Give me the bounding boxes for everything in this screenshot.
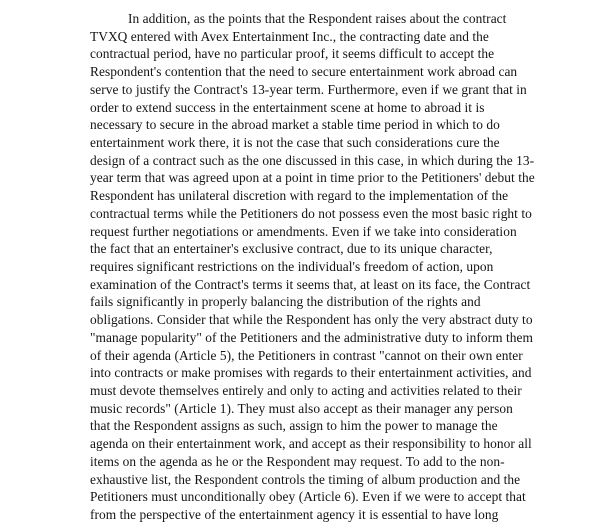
paragraph-line: order to extend success in the entertainment scene at home to abroad it is [90,99,485,115]
paragraph-line: the fact that an entertainer's exclusive contract, due to its unique character, [90,241,493,257]
paragraph-line: items on the agenda as he or the Respondent may request. To add to the non- [90,453,505,469]
paragraph-line: exhaustive list, the Respondent controls the timing of album production and the [90,471,521,487]
paragraph-line: of their agenda (Article 5), the Petitioners in contrast "cannot on their own enter [90,347,523,363]
paragraph-line: music records" (Article 1). They must also accept as their manager any person [90,400,513,416]
paragraph-line: Petitioners must unconditionally obey (Article 6). Even if we were to accept that [90,489,526,505]
paragraph-line: design of a contract such as the one discussed in this case, in which during the 13- [90,152,535,168]
paragraph-line: Respondent's contention that the need to secure entertainment work abroad can [90,64,518,80]
paragraph-line: examination of the Contract's terms it seems that, at least on its face, the Contract [90,276,531,292]
paragraph-line: agenda on their entertainment work, and accept as their responsibility to honor all [90,436,532,452]
paragraph-line: that the Respondent assigns as such, assign to him the power to manage the [90,418,498,434]
paragraph-line: serve to justify the Contract's 13-year term. Furthermore, even if we grant that in [90,81,527,97]
paragraph-line: Respondent has unilateral discretion with regard to the implementation of the [90,188,509,204]
paragraph-line: necessary to secure in the abroad market a stable time period in which to do [90,117,500,133]
paragraph-line: contractual period, have no particular proof, it seems difficult to accept the [90,46,495,62]
paragraph-line: entertainment work there, it is not the case that such considerations cure the [90,135,500,150]
paragraph-line: request further negotiations or amendments. Even if we take into consideration [90,223,517,239]
paragraph-line: "manage popularity" of the Petitioners and the administrative duty to inform them [90,329,534,345]
paragraph-line: obligations. Consider that while the Respondent has only the very abstract duty to [90,312,533,328]
paragraph-line: year term that was agreed upon at a point in time prior to the Petitioners' debut the [90,170,535,186]
paragraph-line: fails significantly in properly balancing the distribution of the rights and [90,294,481,310]
paragraph-line: into contracts or make promises with regards to their entertainment activities, and [90,365,532,381]
paragraph-line: In addition, as the points that the Respondent raises about the contract [128,11,507,26]
paragraph-line: contractual terms while the Petitioners do not possess even the most basic right to [90,205,532,221]
paragraph-line: from the perspective of the entertainment agency it is essential to have long [90,507,499,522]
paragraph-line: TVXQ entered with Avex Entertainment Inc., the contracting date and the [90,28,489,44]
paragraph-line: requires significant restrictions on the individual's freedom of action, upon [90,259,494,274]
paragraph-line: must devote themselves entirely and only to acting and activities related to their [90,383,522,398]
